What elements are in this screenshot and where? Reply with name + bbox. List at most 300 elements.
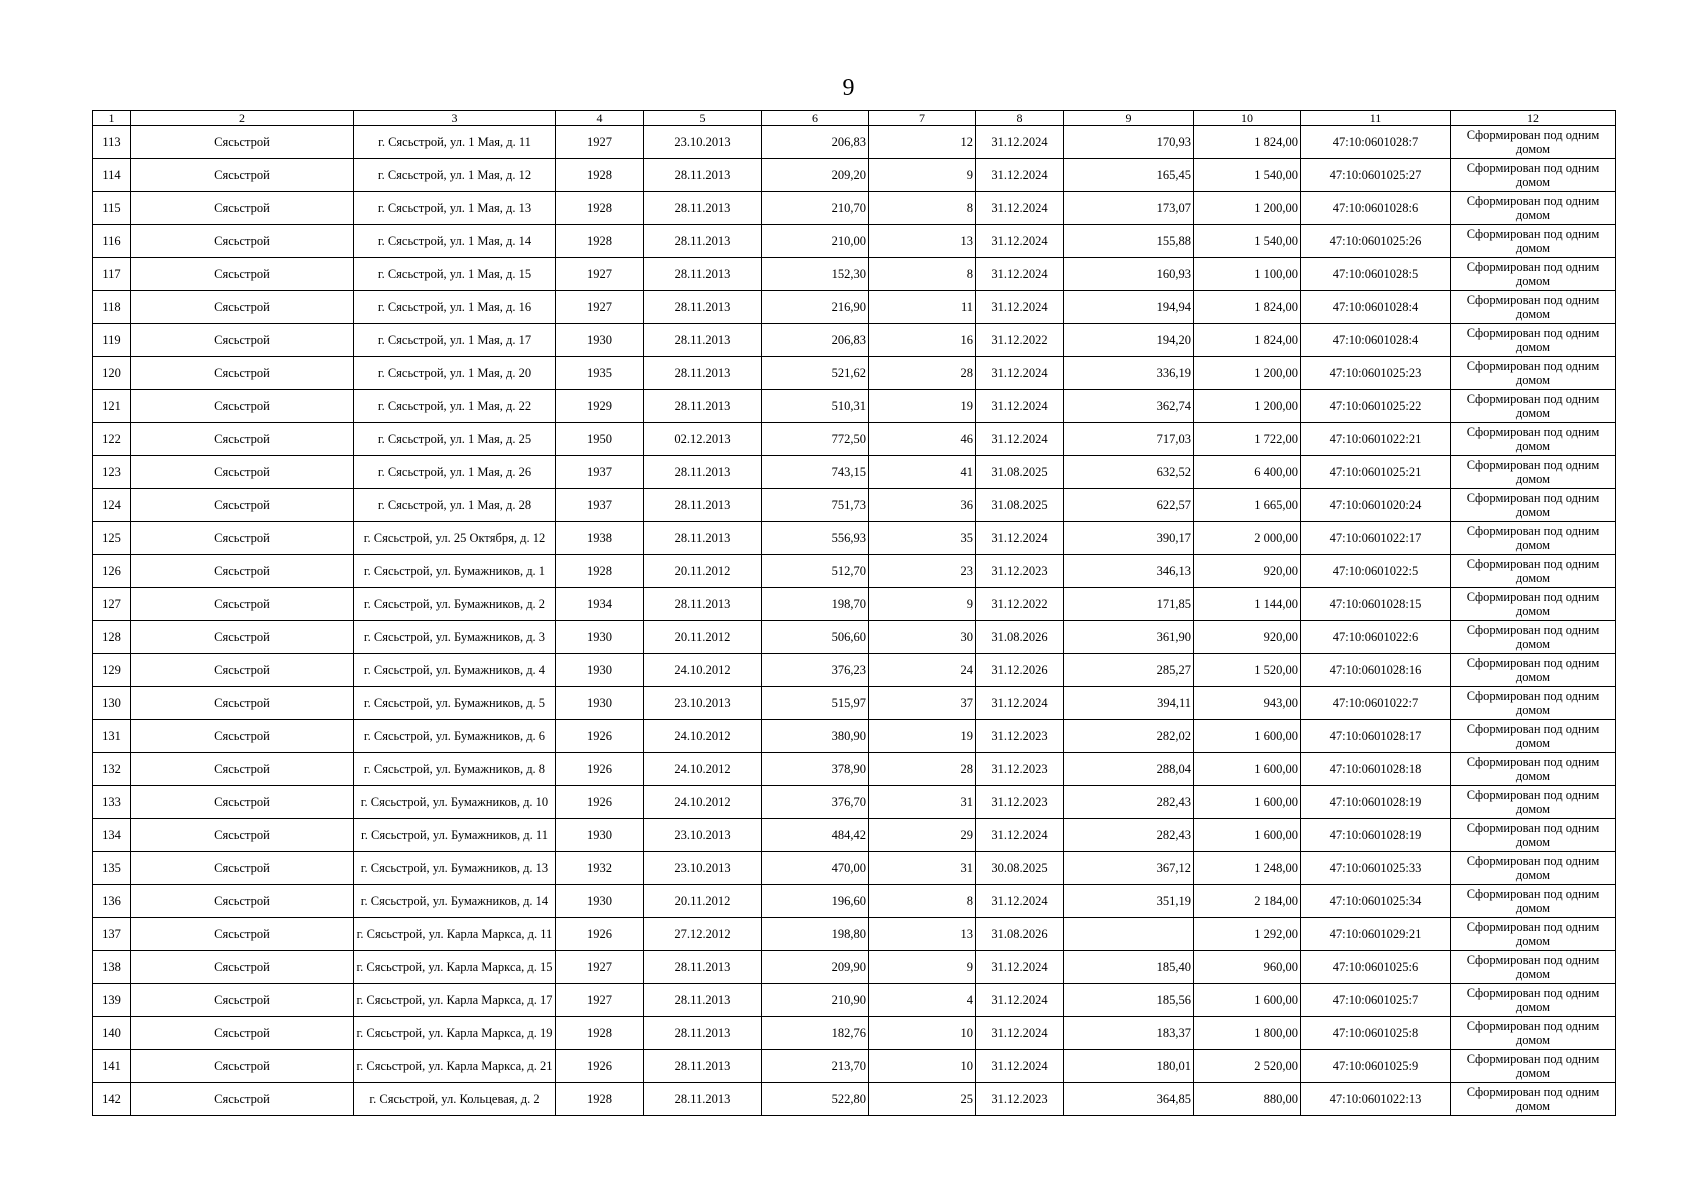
note-cell: Сформирован под одним домом: [1451, 1050, 1616, 1083]
total-area-cell: 152,30: [762, 258, 869, 291]
total-area-cell: 198,70: [762, 588, 869, 621]
note-cell: Сформирован под одним домом: [1451, 390, 1616, 423]
build-year-cell: 1930: [556, 324, 644, 357]
total-area-cell: 376,23: [762, 654, 869, 687]
build-year-cell: 1930: [556, 819, 644, 852]
living-area-cell: 173,07: [1064, 192, 1194, 225]
total-area-cell: 522,80: [762, 1083, 869, 1116]
note-cell: Сформирован под одним домом: [1451, 555, 1616, 588]
deadline-date-cell: 31.12.2024: [976, 522, 1064, 555]
cadastral-number-cell: 47:10:0601028:16: [1301, 654, 1451, 687]
land-area-cell: 1 600,00: [1194, 753, 1301, 786]
apartments-count-cell: 36: [869, 489, 976, 522]
address-cell: г. Сясьстрой, ул. 1 Мая, д. 25: [354, 423, 556, 456]
cadastral-number-cell: 47:10:0601020:24: [1301, 489, 1451, 522]
deadline-date-cell: 31.12.2026: [976, 654, 1064, 687]
apartments-count-cell: 28: [869, 357, 976, 390]
deadline-date-cell: 31.12.2024: [976, 984, 1064, 1017]
deadline-date-cell: 31.12.2024: [976, 1050, 1064, 1083]
deadline-date-cell: 31.12.2024: [976, 291, 1064, 324]
living-area-cell: 194,20: [1064, 324, 1194, 357]
row-number-cell: 129: [93, 654, 131, 687]
living-area-cell: 183,37: [1064, 1017, 1194, 1050]
living-area-cell: 717,03: [1064, 423, 1194, 456]
survey-date-cell: 28.11.2013: [644, 456, 762, 489]
build-year-cell: 1927: [556, 984, 644, 1017]
total-area-cell: 206,83: [762, 126, 869, 159]
table-row: [93, 720, 1616, 753]
table-row: [93, 951, 1616, 984]
settlement-cell: Сясьстрой: [131, 192, 354, 225]
build-year-cell: 1928: [556, 225, 644, 258]
table-row: [93, 423, 1616, 456]
living-area-cell: 170,93: [1064, 126, 1194, 159]
build-year-cell: 1937: [556, 489, 644, 522]
land-area-cell: 1 600,00: [1194, 819, 1301, 852]
survey-date-cell: 20.11.2012: [644, 555, 762, 588]
note-cell: Сформирован под одним домом: [1451, 522, 1616, 555]
deadline-date-cell: 31.12.2024: [976, 687, 1064, 720]
table-row: [93, 885, 1616, 918]
apartments-count-cell: 13: [869, 225, 976, 258]
row-number-cell: 132: [93, 753, 131, 786]
address-cell: г. Сясьстрой, ул. Бумажников, д. 13: [354, 852, 556, 885]
settlement-cell: Сясьстрой: [131, 258, 354, 291]
note-cell: Сформирован под одним домом: [1451, 126, 1616, 159]
address-cell: г. Сясьстрой, ул. Бумажников, д. 1: [354, 555, 556, 588]
table-row: [93, 819, 1616, 852]
row-number-cell: 122: [93, 423, 131, 456]
table-row: [93, 126, 1616, 159]
build-year-cell: 1927: [556, 126, 644, 159]
row-number-cell: 116: [93, 225, 131, 258]
settlement-cell: Сясьстрой: [131, 621, 354, 654]
survey-date-cell: 28.11.2013: [644, 984, 762, 1017]
row-number-cell: 142: [93, 1083, 131, 1116]
build-year-cell: 1928: [556, 159, 644, 192]
living-area-cell: 285,27: [1064, 654, 1194, 687]
note-cell: Сформирован под одним домом: [1451, 852, 1616, 885]
note-cell: Сформирован под одним домом: [1451, 1017, 1616, 1050]
land-area-cell: 920,00: [1194, 621, 1301, 654]
address-cell: г. Сясьстрой, ул. 1 Мая, д. 22: [354, 390, 556, 423]
total-area-cell: 378,90: [762, 753, 869, 786]
settlement-cell: Сясьстрой: [131, 720, 354, 753]
apartments-count-cell: 8: [869, 258, 976, 291]
living-area-cell: 367,12: [1064, 852, 1194, 885]
survey-date-cell: 23.10.2013: [644, 819, 762, 852]
cadastral-number-cell: 47:10:0601028:19: [1301, 819, 1451, 852]
settlement-cell: Сясьстрой: [131, 390, 354, 423]
apartments-count-cell: 9: [869, 951, 976, 984]
deadline-date-cell: 31.12.2024: [976, 126, 1064, 159]
note-cell: Сформирован под одним домом: [1451, 819, 1616, 852]
living-area-cell: 165,45: [1064, 159, 1194, 192]
address-cell: г. Сясьстрой, ул. Карла Маркса, д. 19: [354, 1017, 556, 1050]
settlement-cell: Сясьстрой: [131, 687, 354, 720]
apartments-count-cell: 35: [869, 522, 976, 555]
apartments-count-cell: 12: [869, 126, 976, 159]
table-row: [93, 687, 1616, 720]
note-cell: Сформирован под одним домом: [1451, 786, 1616, 819]
total-area-cell: 515,97: [762, 687, 869, 720]
settlement-cell: Сясьстрой: [131, 489, 354, 522]
land-area-cell: 1 248,00: [1194, 852, 1301, 885]
table-row: [93, 1050, 1616, 1083]
settlement-cell: Сясьстрой: [131, 1083, 354, 1116]
cadastral-number-cell: 47:10:0601022:13: [1301, 1083, 1451, 1116]
land-area-cell: 1 292,00: [1194, 918, 1301, 951]
address-cell: г. Сясьстрой, ул. Карла Маркса, д. 15: [354, 951, 556, 984]
column-header-11: 11: [1301, 111, 1451, 126]
settlement-cell: Сясьстрой: [131, 423, 354, 456]
apartments-count-cell: 9: [869, 159, 976, 192]
table-row: [93, 390, 1616, 423]
table-row: [93, 588, 1616, 621]
cadastral-number-cell: 47:10:0601025:22: [1301, 390, 1451, 423]
page-number: 9: [842, 75, 855, 101]
address-cell: г. Сясьстрой, ул. Карла Маркса, д. 17: [354, 984, 556, 1017]
living-area-cell: 632,52: [1064, 456, 1194, 489]
build-year-cell: 1934: [556, 588, 644, 621]
table-row: [93, 753, 1616, 786]
build-year-cell: 1935: [556, 357, 644, 390]
table-row: [93, 258, 1616, 291]
land-area-cell: 2 520,00: [1194, 1050, 1301, 1083]
total-area-cell: 196,60: [762, 885, 869, 918]
address-cell: г. Сясьстрой, ул. 25 Октября, д. 12: [354, 522, 556, 555]
column-header-9: 9: [1064, 111, 1194, 126]
table-row: [93, 357, 1616, 390]
total-area-cell: 376,70: [762, 786, 869, 819]
apartments-count-cell: 30: [869, 621, 976, 654]
apartments-count-cell: 8: [869, 885, 976, 918]
survey-date-cell: 28.11.2013: [644, 1083, 762, 1116]
deadline-date-cell: 31.08.2026: [976, 918, 1064, 951]
cadastral-number-cell: 47:10:0601022:6: [1301, 621, 1451, 654]
table-row: [93, 522, 1616, 555]
settlement-cell: Сясьстрой: [131, 522, 354, 555]
note-cell: Сформирован под одним домом: [1451, 654, 1616, 687]
total-area-cell: 213,70: [762, 1050, 869, 1083]
total-area-cell: 510,31: [762, 390, 869, 423]
deadline-date-cell: 31.12.2024: [976, 390, 1064, 423]
settlement-cell: Сясьстрой: [131, 654, 354, 687]
living-area-cell: 282,43: [1064, 819, 1194, 852]
settlement-cell: Сясьстрой: [131, 324, 354, 357]
build-year-cell: 1950: [556, 423, 644, 456]
address-cell: г. Сясьстрой, ул. 1 Мая, д. 12: [354, 159, 556, 192]
apartments-count-cell: 19: [869, 390, 976, 423]
land-area-cell: 1 520,00: [1194, 654, 1301, 687]
survey-date-cell: 28.11.2013: [644, 522, 762, 555]
settlement-cell: Сясьстрой: [131, 819, 354, 852]
note-cell: Сформирован под одним домом: [1451, 489, 1616, 522]
build-year-cell: 1926: [556, 720, 644, 753]
apartments-count-cell: 13: [869, 918, 976, 951]
table-row: [93, 291, 1616, 324]
cadastral-number-cell: 47:10:0601025:26: [1301, 225, 1451, 258]
row-number-cell: 131: [93, 720, 131, 753]
land-area-cell: 1 540,00: [1194, 159, 1301, 192]
settlement-cell: Сясьстрой: [131, 852, 354, 885]
row-number-cell: 135: [93, 852, 131, 885]
address-cell: г. Сясьстрой, ул. Бумажников, д. 10: [354, 786, 556, 819]
settlement-cell: Сясьстрой: [131, 291, 354, 324]
total-area-cell: 556,93: [762, 522, 869, 555]
apartments-count-cell: 37: [869, 687, 976, 720]
living-area-cell: 282,02: [1064, 720, 1194, 753]
deadline-date-cell: 31.12.2024: [976, 192, 1064, 225]
apartments-count-cell: 8: [869, 192, 976, 225]
address-cell: г. Сясьстрой, ул. 1 Мая, д. 11: [354, 126, 556, 159]
apartments-count-cell: 29: [869, 819, 976, 852]
cadastral-number-cell: 47:10:0601028:5: [1301, 258, 1451, 291]
apartments-count-cell: 16: [869, 324, 976, 357]
cadastral-number-cell: 47:10:0601025:33: [1301, 852, 1451, 885]
row-number-cell: 141: [93, 1050, 131, 1083]
survey-date-cell: 28.11.2013: [644, 390, 762, 423]
deadline-date-cell: 31.12.2024: [976, 159, 1064, 192]
living-area-cell: [1064, 918, 1194, 951]
living-area-cell: 194,94: [1064, 291, 1194, 324]
address-cell: г. Сясьстрой, ул. 1 Мая, д. 20: [354, 357, 556, 390]
living-area-cell: 185,40: [1064, 951, 1194, 984]
survey-date-cell: 23.10.2013: [644, 687, 762, 720]
survey-date-cell: 02.12.2013: [644, 423, 762, 456]
total-area-cell: 198,80: [762, 918, 869, 951]
row-number-cell: 137: [93, 918, 131, 951]
note-cell: Сформирован под одним домом: [1451, 423, 1616, 456]
table-row: [93, 1083, 1616, 1116]
address-cell: г. Сясьстрой, ул. Бумажников, д. 5: [354, 687, 556, 720]
total-area-cell: 512,70: [762, 555, 869, 588]
total-area-cell: 743,15: [762, 456, 869, 489]
apartments-count-cell: 11: [869, 291, 976, 324]
row-number-cell: 140: [93, 1017, 131, 1050]
build-year-cell: 1929: [556, 390, 644, 423]
living-area-cell: 288,04: [1064, 753, 1194, 786]
apartments-count-cell: 4: [869, 984, 976, 1017]
column-header-7: 7: [869, 111, 976, 126]
land-area-cell: 1 200,00: [1194, 192, 1301, 225]
settlement-cell: Сясьстрой: [131, 1050, 354, 1083]
land-area-cell: 960,00: [1194, 951, 1301, 984]
address-cell: г. Сясьстрой, ул. 1 Мая, д. 26: [354, 456, 556, 489]
table-row: [93, 852, 1616, 885]
deadline-date-cell: 31.12.2023: [976, 753, 1064, 786]
column-header-10: 10: [1194, 111, 1301, 126]
address-cell: г. Сясьстрой, ул. Бумажников, д. 2: [354, 588, 556, 621]
total-area-cell: 206,83: [762, 324, 869, 357]
land-area-cell: 1 824,00: [1194, 291, 1301, 324]
living-area-cell: 160,93: [1064, 258, 1194, 291]
total-area-cell: 209,90: [762, 951, 869, 984]
living-area-cell: 180,01: [1064, 1050, 1194, 1083]
survey-date-cell: 28.11.2013: [644, 258, 762, 291]
build-year-cell: 1928: [556, 192, 644, 225]
address-cell: г. Сясьстрой, ул. 1 Мая, д. 28: [354, 489, 556, 522]
cadastral-number-cell: 47:10:0601022:7: [1301, 687, 1451, 720]
note-cell: Сформирован под одним домом: [1451, 1083, 1616, 1116]
address-cell: г. Сясьстрой, ул. 1 Мая, д. 15: [354, 258, 556, 291]
row-number-cell: 133: [93, 786, 131, 819]
address-cell: г. Сясьстрой, ул. 1 Мая, д. 13: [354, 192, 556, 225]
deadline-date-cell: 31.12.2024: [976, 1017, 1064, 1050]
cadastral-number-cell: 47:10:0601028:17: [1301, 720, 1451, 753]
note-cell: Сформирован под одним домом: [1451, 918, 1616, 951]
apartments-count-cell: 24: [869, 654, 976, 687]
deadline-date-cell: 31.08.2025: [976, 489, 1064, 522]
column-header-8: 8: [976, 111, 1064, 126]
table-row: [93, 786, 1616, 819]
row-number-cell: 117: [93, 258, 131, 291]
living-area-cell: 364,85: [1064, 1083, 1194, 1116]
survey-date-cell: 28.11.2013: [644, 357, 762, 390]
deadline-date-cell: 31.08.2026: [976, 621, 1064, 654]
settlement-cell: Сясьстрой: [131, 159, 354, 192]
land-area-cell: 1 200,00: [1194, 390, 1301, 423]
deadline-date-cell: 31.12.2024: [976, 819, 1064, 852]
settlement-cell: Сясьстрой: [131, 786, 354, 819]
row-number-cell: 113: [93, 126, 131, 159]
cadastral-number-cell: 47:10:0601028:4: [1301, 324, 1451, 357]
apartments-count-cell: 31: [869, 852, 976, 885]
apartments-count-cell: 10: [869, 1017, 976, 1050]
apartments-count-cell: 23: [869, 555, 976, 588]
survey-date-cell: 28.11.2013: [644, 489, 762, 522]
row-number-cell: 134: [93, 819, 131, 852]
cadastral-number-cell: 47:10:0601025:7: [1301, 984, 1451, 1017]
living-area-cell: 394,11: [1064, 687, 1194, 720]
apartments-count-cell: 10: [869, 1050, 976, 1083]
total-area-cell: 484,42: [762, 819, 869, 852]
deadline-date-cell: 31.12.2023: [976, 786, 1064, 819]
deadline-date-cell: 31.12.2024: [976, 423, 1064, 456]
row-number-cell: 127: [93, 588, 131, 621]
table-row: [93, 621, 1616, 654]
survey-date-cell: 23.10.2013: [644, 852, 762, 885]
deadline-date-cell: 31.08.2025: [976, 456, 1064, 489]
land-area-cell: 2 184,00: [1194, 885, 1301, 918]
table-row: [93, 1017, 1616, 1050]
column-header-4: 4: [556, 111, 644, 126]
build-year-cell: 1930: [556, 885, 644, 918]
row-number-cell: 123: [93, 456, 131, 489]
survey-date-cell: 28.11.2013: [644, 159, 762, 192]
table-row: [93, 984, 1616, 1017]
land-area-cell: 1 800,00: [1194, 1017, 1301, 1050]
settlement-cell: Сясьстрой: [131, 1017, 354, 1050]
survey-date-cell: 24.10.2012: [644, 786, 762, 819]
survey-date-cell: 28.11.2013: [644, 291, 762, 324]
row-number-cell: 121: [93, 390, 131, 423]
deadline-date-cell: 31.12.2024: [976, 225, 1064, 258]
address-cell: г. Сясьстрой, ул. 1 Мая, д. 16: [354, 291, 556, 324]
survey-date-cell: 20.11.2012: [644, 885, 762, 918]
deadline-date-cell: 31.12.2024: [976, 357, 1064, 390]
cadastral-number-cell: 47:10:0601022:5: [1301, 555, 1451, 588]
land-area-cell: 943,00: [1194, 687, 1301, 720]
land-area-cell: 1 100,00: [1194, 258, 1301, 291]
survey-date-cell: 24.10.2012: [644, 720, 762, 753]
address-cell: г. Сясьстрой, ул. Бумажников, д. 14: [354, 885, 556, 918]
note-cell: Сформирован под одним домом: [1451, 324, 1616, 357]
row-number-cell: 130: [93, 687, 131, 720]
land-area-cell: 1 722,00: [1194, 423, 1301, 456]
cadastral-number-cell: 47:10:0601025:8: [1301, 1017, 1451, 1050]
note-cell: Сформирован под одним домом: [1451, 984, 1616, 1017]
note-cell: Сформирован под одним домом: [1451, 291, 1616, 324]
total-area-cell: 506,60: [762, 621, 869, 654]
row-number-cell: 138: [93, 951, 131, 984]
address-cell: г. Сясьстрой, ул. 1 Мая, д. 14: [354, 225, 556, 258]
land-area-cell: 6 400,00: [1194, 456, 1301, 489]
row-number-cell: 125: [93, 522, 131, 555]
deadline-date-cell: 31.12.2022: [976, 588, 1064, 621]
survey-date-cell: 24.10.2012: [644, 753, 762, 786]
note-cell: Сформирован под одним домом: [1451, 258, 1616, 291]
deadline-date-cell: 31.12.2022: [976, 324, 1064, 357]
table-row: [93, 555, 1616, 588]
note-cell: Сформирован под одним домом: [1451, 753, 1616, 786]
table-row: [93, 654, 1616, 687]
settlement-cell: Сясьстрой: [131, 918, 354, 951]
register-table: [92, 110, 1616, 1116]
settlement-cell: Сясьстрой: [131, 951, 354, 984]
total-area-cell: 210,70: [762, 192, 869, 225]
note-cell: Сформирован под одним домом: [1451, 621, 1616, 654]
row-number-cell: 126: [93, 555, 131, 588]
total-area-cell: 380,90: [762, 720, 869, 753]
settlement-cell: Сясьстрой: [131, 225, 354, 258]
table-row: [93, 918, 1616, 951]
living-area-cell: 622,57: [1064, 489, 1194, 522]
land-area-cell: 1 600,00: [1194, 786, 1301, 819]
address-cell: г. Сясьстрой, ул. Бумажников, д. 4: [354, 654, 556, 687]
deadline-date-cell: 31.12.2023: [976, 720, 1064, 753]
column-header-3: 3: [354, 111, 556, 126]
address-cell: г. Сясьстрой, ул. Карла Маркса, д. 11: [354, 918, 556, 951]
cadastral-number-cell: 47:10:0601028:6: [1301, 192, 1451, 225]
column-header-12: 12: [1451, 111, 1616, 126]
build-year-cell: 1927: [556, 258, 644, 291]
note-cell: Сформирован под одним домом: [1451, 357, 1616, 390]
row-number-cell: 115: [93, 192, 131, 225]
survey-date-cell: 28.11.2013: [644, 324, 762, 357]
deadline-date-cell: 31.12.2024: [976, 951, 1064, 984]
settlement-cell: Сясьстрой: [131, 456, 354, 489]
apartments-count-cell: 28: [869, 753, 976, 786]
row-number-cell: 139: [93, 984, 131, 1017]
land-area-cell: 1 600,00: [1194, 720, 1301, 753]
address-cell: г. Сясьстрой, ул. Бумажников, д. 8: [354, 753, 556, 786]
column-header-1: 1: [93, 111, 131, 126]
living-area-cell: 362,74: [1064, 390, 1194, 423]
row-number-cell: 120: [93, 357, 131, 390]
survey-date-cell: 28.11.2013: [644, 588, 762, 621]
build-year-cell: 1928: [556, 1017, 644, 1050]
apartments-count-cell: 41: [869, 456, 976, 489]
total-area-cell: 751,73: [762, 489, 869, 522]
build-year-cell: 1938: [556, 522, 644, 555]
apartments-count-cell: 9: [869, 588, 976, 621]
build-year-cell: 1930: [556, 621, 644, 654]
total-area-cell: 210,90: [762, 984, 869, 1017]
build-year-cell: 1926: [556, 786, 644, 819]
survey-date-cell: 28.11.2013: [644, 1050, 762, 1083]
header-row: [93, 111, 1616, 126]
